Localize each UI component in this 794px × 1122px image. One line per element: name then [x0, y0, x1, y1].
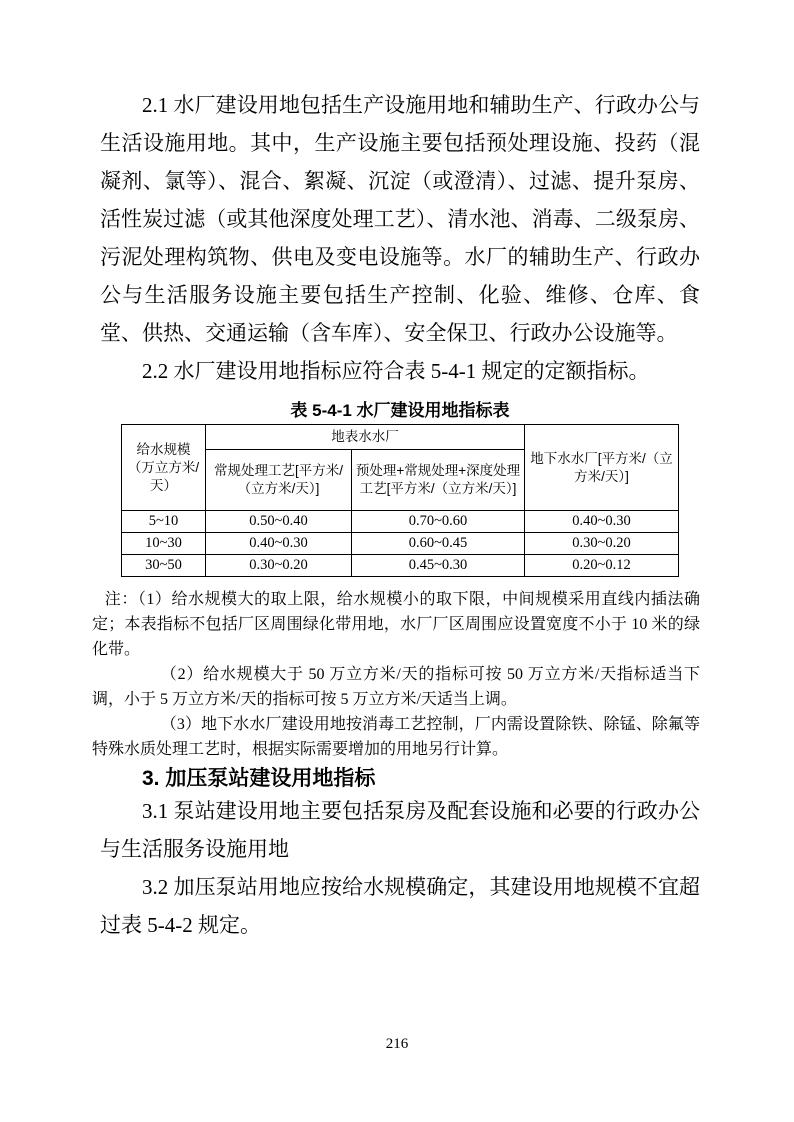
table-row	[122, 511, 679, 533]
table-cell: 0.30~0.20	[525, 533, 679, 555]
table-cell: 0.30~0.20	[206, 555, 352, 577]
table-cell: 0.40~0.30	[525, 511, 679, 533]
header-cell-advanced: 预处理+常规处理+深度处理工艺[平方米/（立方米/天）]	[352, 450, 525, 511]
paragraph-2-2: 2.2 水厂建设用地指标应符合表 5-4-1 规定的定额指标。	[142, 359, 650, 383]
land-indicator-table	[121, 424, 679, 577]
note-3: （3）地下水水厂建设用地按消毒工艺控制，厂内需设置除铁、除锰、除氟等特殊水质处理工艺时，根据实际需要增加的用地另行计算。	[92, 716, 700, 758]
table-row	[122, 533, 679, 555]
table-cell: 0.40~0.30	[206, 533, 352, 555]
table-cell: 0.45~0.30	[352, 555, 525, 577]
page-number: 216	[385, 1036, 409, 1052]
header-cell-conventional: 常规处理工艺[平方米/（立方米/天）]	[206, 450, 352, 511]
table-cell: 5~10	[122, 511, 206, 533]
paragraph-3-1: 3.1 泵站建设用地主要包括泵房及配套设施和必要的行政办公与生活服务设施用地	[100, 799, 700, 861]
header-cell-scale: 给水规模（万立方米/天）	[122, 425, 206, 511]
table-cell: 0.60~0.45	[352, 533, 525, 555]
table-cell: 10~30	[122, 533, 206, 555]
header-cell-surface-group: 地表水水厂	[206, 425, 525, 450]
table-notes	[92, 587, 700, 762]
table-cell: 0.20~0.12	[525, 555, 679, 577]
table-cell: 0.70~0.60	[352, 511, 525, 533]
table-cell: 0.50~0.40	[206, 511, 352, 533]
table-header-row-1	[122, 425, 679, 450]
paragraph-2-1: 2.1 水厂建设用地包括生产设施用地和辅助生产、行政办公与生活设施用地。其中，生产设施主要包括预处理设施、投药（混凝剂、氯等）、混合、絮凝、沉淀（或澄清）、过滤、提升泵房、活性炭过滤（或其他深度处理工艺）、清水池、消毒、二级泵房、污泥处理构筑物、供电及变电设施等。水厂的辅助生产、行政办公与生活服务设施主要包括生产控制、化验、维修、仓库、食堂、供热、交通运输（含车库）、安全保卫、行政办公设施等。	[100, 93, 700, 345]
paragraph-3-2: 3.2 加压泵站用地应按给水规模确定，其建设用地规模不宜超过表 5-4-2 规定。	[100, 875, 700, 937]
table-title: 表 5-4-1 水厂建设用地指标表	[290, 401, 510, 420]
note-1: 注：（1）给水规模大的取上限，给水规模小的取下限，中间规模采用直线内插法确定；本表指标不包括厂区周围绿化带用地，水厂厂区周围应设置宽度不小于 10 米的绿化带。	[92, 591, 700, 658]
table-cell: 30~50	[122, 555, 206, 577]
note-2: （2）给水规模大于 50 万立方米/天的指标可按 50 万立方米/天指标适当下调，小于 5 万立方米/天的指标可按 5 万立方米/天适当上调。	[92, 666, 700, 708]
header-cell-groundwater: 地下水水厂[平方米/（立方米/天）]	[525, 425, 679, 511]
section-3-heading: 3. 加压泵站建设用地指标	[142, 767, 376, 790]
table-row	[122, 555, 679, 577]
